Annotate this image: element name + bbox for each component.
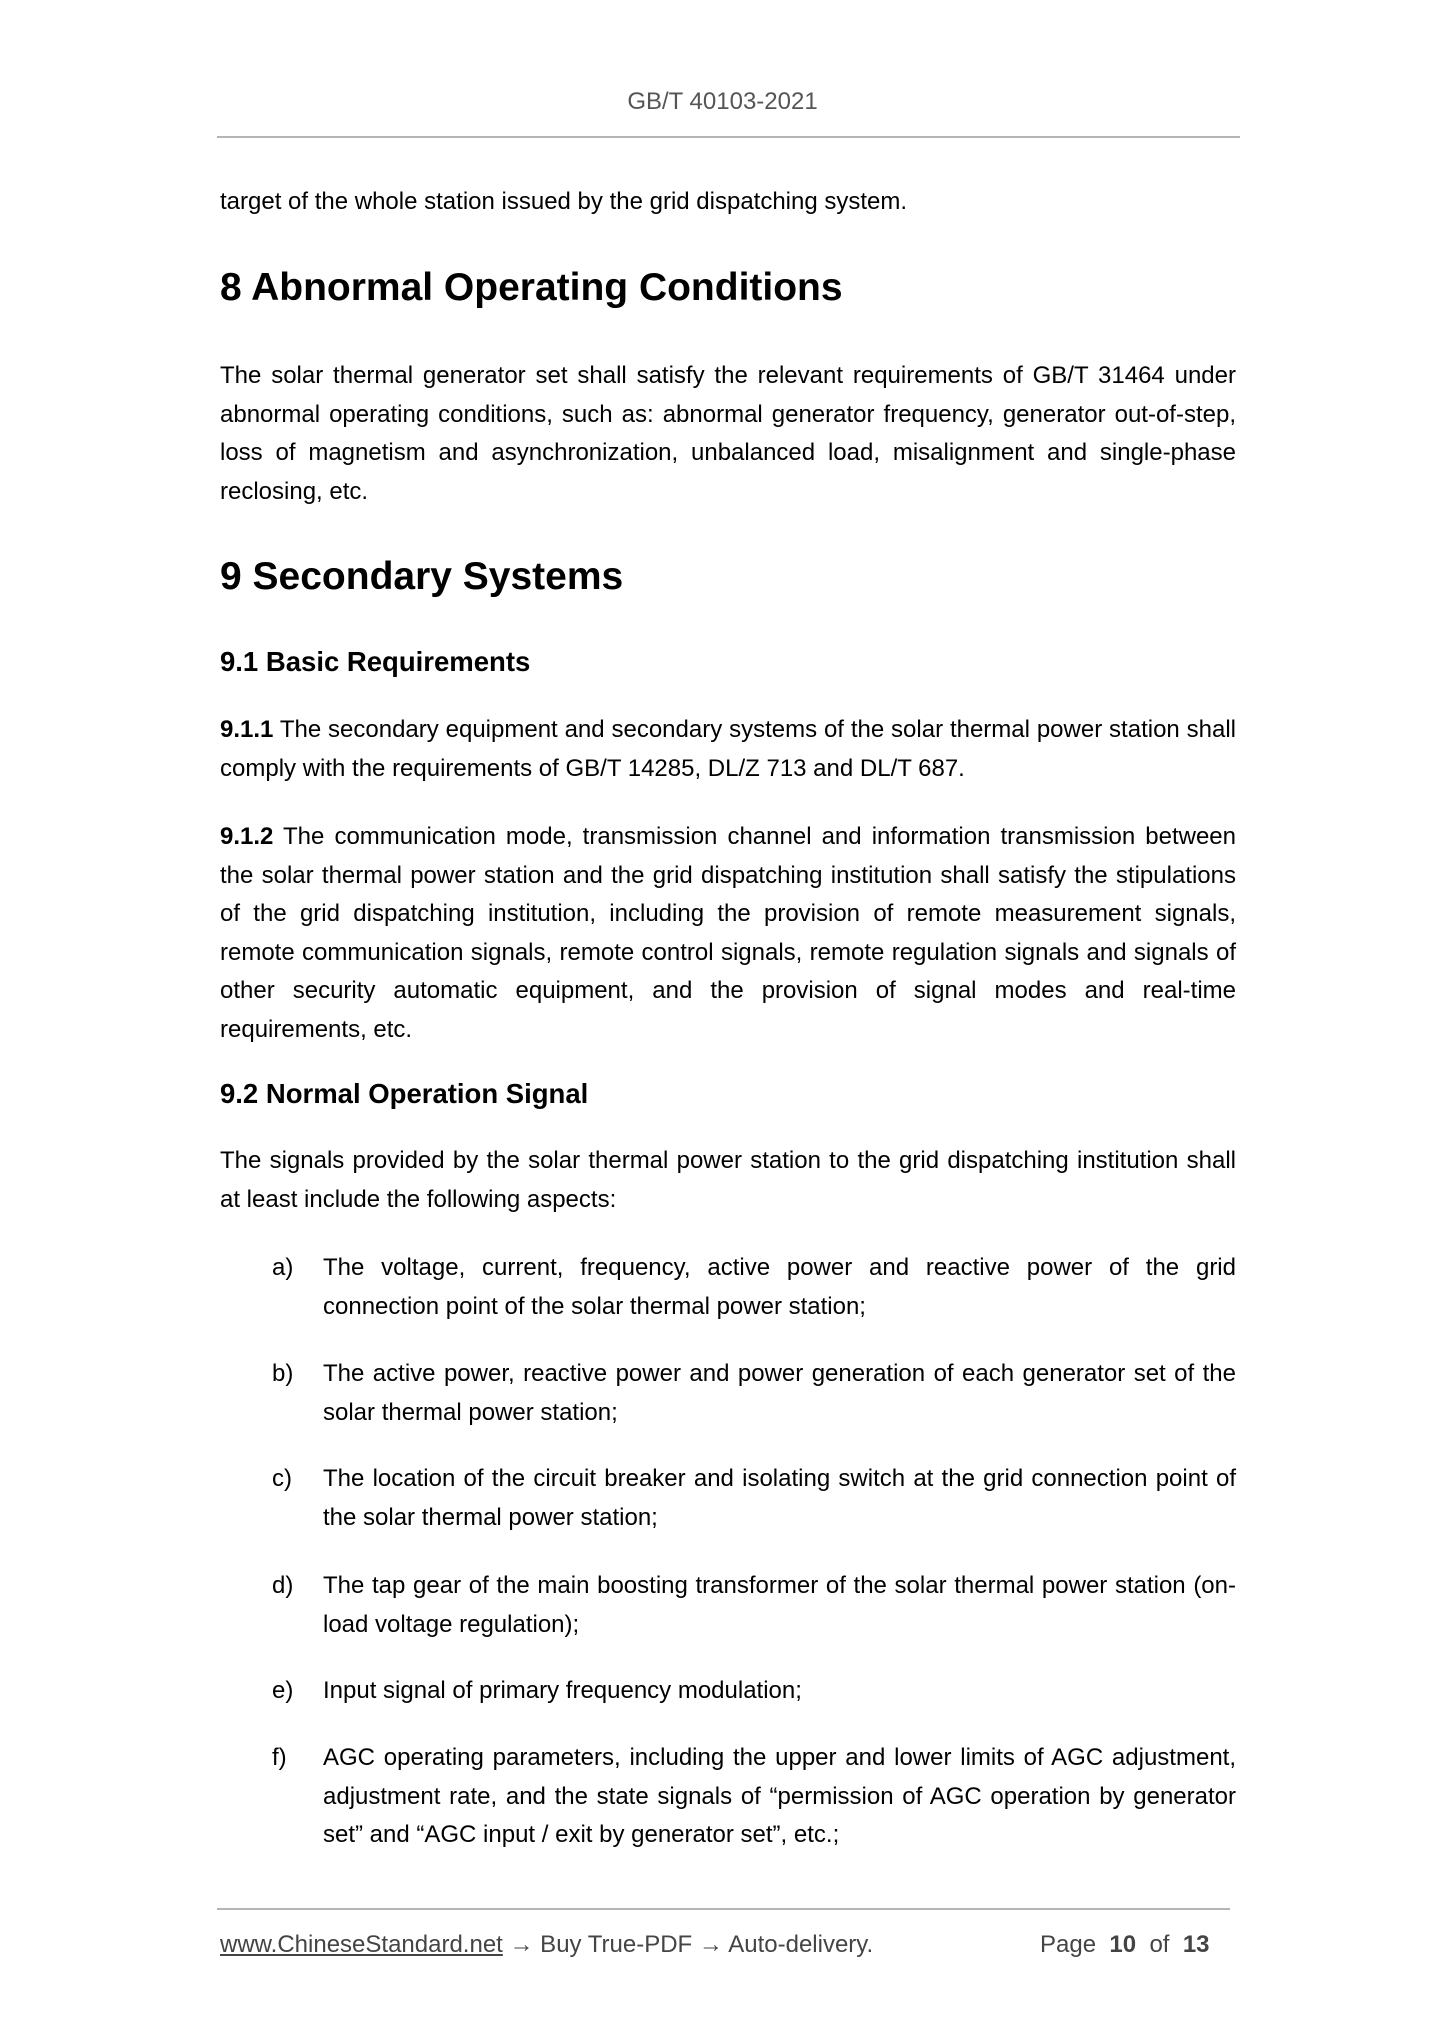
section-8-text: The solar thermal generator set shall satisfy the relevant requirements of GB/T 31464 under abnormal operating conditions, such as: abnormal generator frequency, generator out-of-step, loss of magnetism and asynchronization, unbalanced load, misalignment and single-phase reclosing, etc. <box>220 362 1236 505</box>
list-text: The voltage, current, frequency, active power and reactive power of the grid connection point of the solar thermal power station; <box>323 1254 1236 1320</box>
list-label: a) <box>272 1254 294 1281</box>
list-item <box>220 1567 1236 1644</box>
list-label: e) <box>272 1677 294 1704</box>
list-text: Input signal of primary frequency modulation; <box>323 1677 802 1704</box>
footer-promo <box>220 1928 873 1962</box>
clause-number: 9.1.2 <box>220 823 274 850</box>
section-9-2-text: The signals provided by the solar thermal power station to the grid dispatching institution shall at least include the following aspects: <box>220 1147 1236 1213</box>
list-label: d) <box>272 1572 294 1599</box>
clause-text: The secondary equipment and secondary systems of the solar thermal power station shall comply with the requirements of GB/T 14285, DL/Z 713 and DL/T 687. <box>220 716 1236 782</box>
list-text: The tap gear of the main boosting transformer of the solar thermal power station (on-load voltage regulation); <box>323 1572 1236 1638</box>
page-label: Page <box>1040 1931 1097 1958</box>
list-label: b) <box>272 1360 294 1387</box>
clause-9-1-1 <box>220 711 1236 788</box>
list-label: c) <box>272 1465 292 1492</box>
list-text: The location of the circuit breaker and isolating switch at the grid connection point of the solar thermal power station; <box>323 1465 1236 1531</box>
list-text: The active power, reactive power and power generation of each generator set of the solar thermal power station; <box>323 1360 1236 1426</box>
page-number: 10 <box>1109 1931 1137 1958</box>
chinesestandard-link[interactable]: www.ChineseStandard.net <box>220 1931 503 1958</box>
page-indicator <box>1040 1928 1210 1962</box>
document-id-header: GB/T 40103-2021 <box>627 88 818 115</box>
section-9-2-heading: 9.2 Normal Operation Signal <box>220 1078 589 1109</box>
clause-9-1-2 <box>220 818 1236 1049</box>
promo-text: → Buy True-PDF → Auto-delivery. <box>502 1931 874 1958</box>
section-9-heading: 9 Secondary Systems <box>220 555 624 598</box>
page-total: 13 <box>1182 1931 1210 1958</box>
intro-text: target of the whole station issued by the grid dispatching system. <box>220 188 908 215</box>
list-item <box>220 1739 1236 1855</box>
list-item <box>220 1355 1236 1432</box>
clause-text: The communication mode, transmission channel and information transmission between the solar thermal power station and the grid dispatching institution shall satisfy the stipulations of the grid dispatching institution, including the provision of remote measurement signals, remote communication signals, remote control signals, remote regulation signals and signals of other security automatic equipment, and the provision of signal modes and real-time requirements, etc. <box>220 823 1236 1043</box>
list-item <box>220 1672 1236 1711</box>
list-item <box>220 1249 1236 1326</box>
list-label: f) <box>272 1744 287 1771</box>
footer-divider <box>217 1908 1230 1910</box>
header-divider <box>217 136 1240 138</box>
of-label: of <box>1149 1931 1170 1958</box>
list-item <box>220 1460 1236 1537</box>
list-text: AGC operating parameters, including the upper and lower limits of AGC adjustment, adjustment rate, and the state signals of “permission of AGC operation by generator set” and “AGC input / exit by generator set”, etc.; <box>323 1744 1236 1848</box>
clause-number: 9.1.1 <box>220 716 274 743</box>
section-9-1-heading: 9.1 Basic Requirements <box>220 646 531 677</box>
section-8-heading: 8 Abnormal Operating Conditions <box>220 266 843 309</box>
